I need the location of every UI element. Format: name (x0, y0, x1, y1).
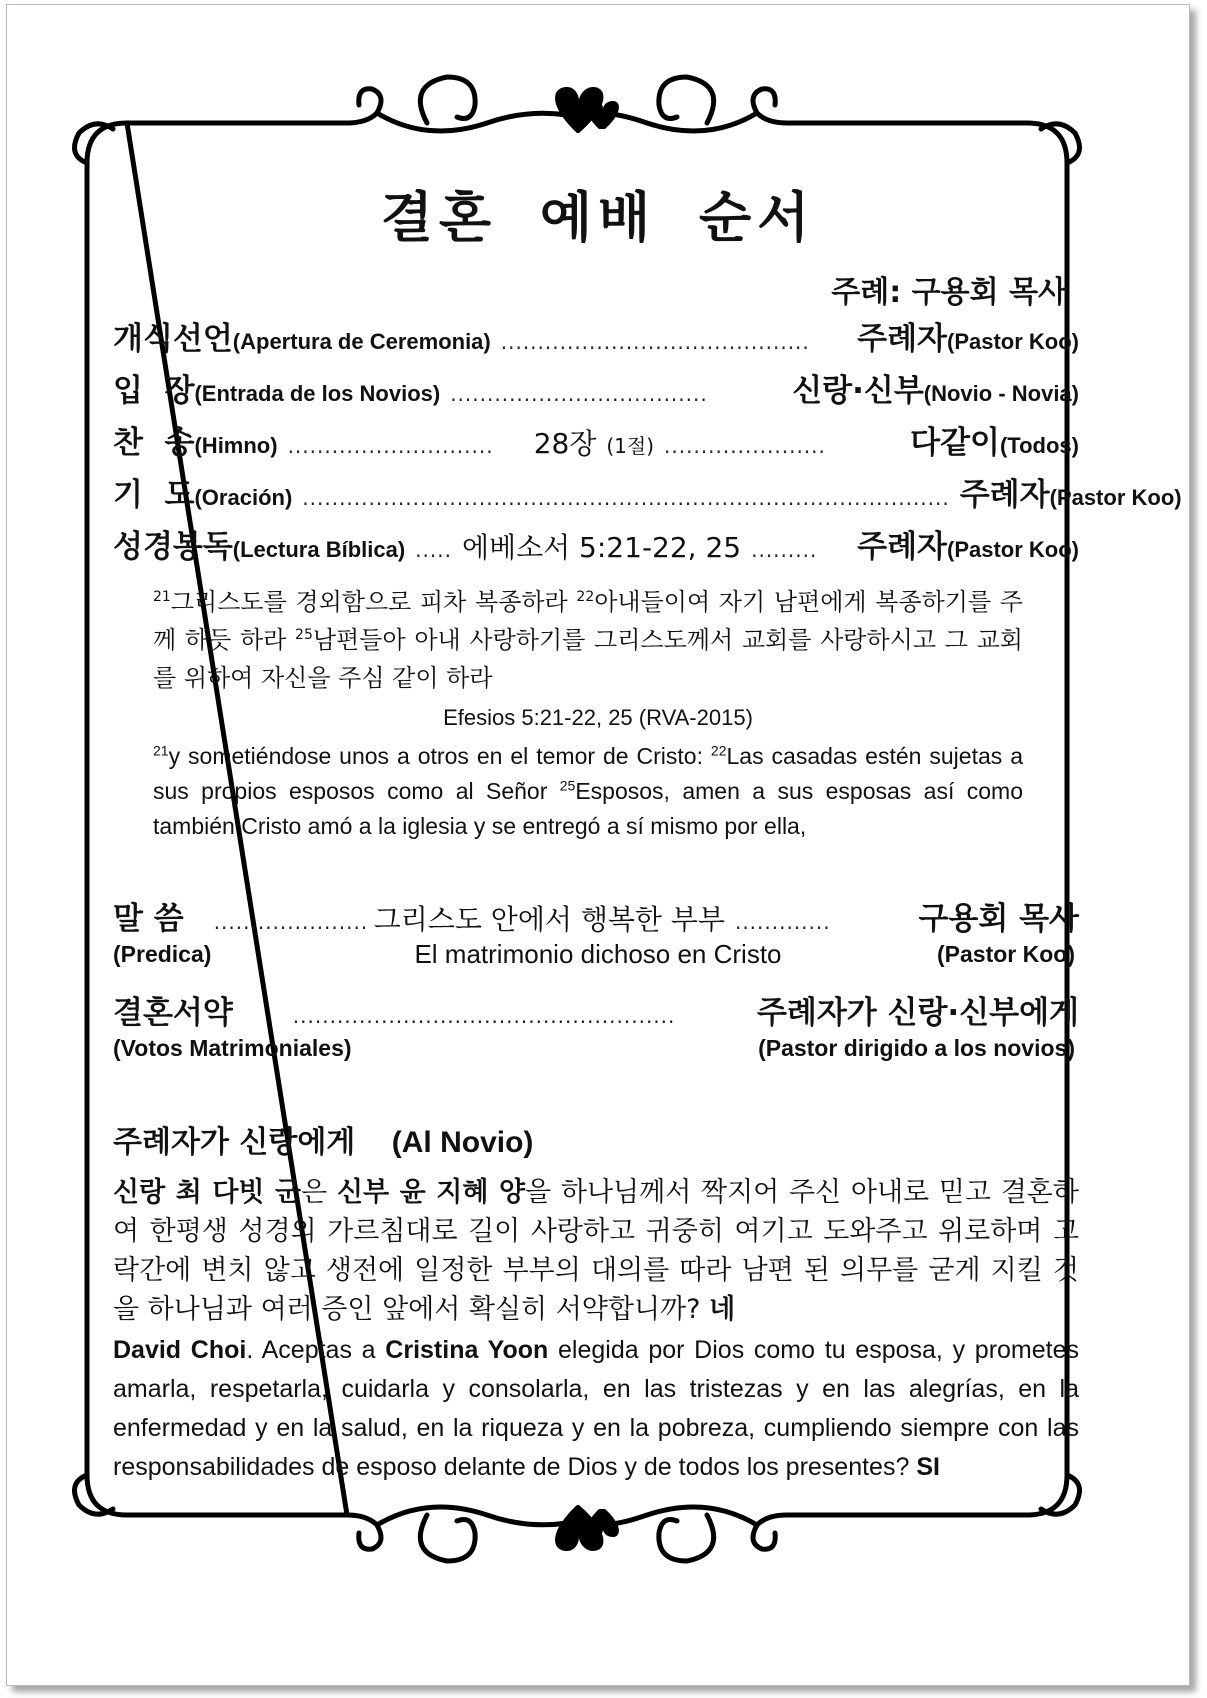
item-right-ko: 신랑·신부 (792, 373, 924, 409)
hymn-number: 28장 (533, 427, 597, 460)
verse-text: Esposos, amen a sus esposas así como también Cristo amó a la iglesia y se entregó a sí mismo por ella, (153, 778, 1023, 839)
item-right-ko: 주례자 (959, 477, 1050, 513)
verse-korean (153, 583, 1023, 697)
vow-question-ko: 을 하나님께서 짝지어 주신 아내로 믿고 결혼하여 한평생 성경의 가르침대로 길이 사랑하고 귀중히 여기고 도와주고 위로하며 고락간에 변치 않고 생전에 일정한 부부의 대의를 따라 남편 된 의무를 굳게 지킬 것을 하나님과 여러 증인 앞에서 확실히 서약합니까? (113, 1177, 1079, 1325)
sermon-label-sp: (Predica) (113, 941, 212, 967)
item-label-ko: 찬 송 (113, 425, 195, 461)
leader-dots: ..... (415, 538, 452, 562)
program-row-prayer (113, 469, 1182, 514)
verse-number: 25 (559, 777, 576, 794)
program-row-vows (113, 987, 1079, 1032)
verse-text: y sometiéndose unos a otros en el temor de Cristo: (168, 743, 711, 769)
vow-question-es: . Aceptas a (246, 1336, 386, 1364)
verse-number: 21 (153, 742, 169, 759)
verse-reference: Efesios 5:21-22, 25 (RVA-2015) (443, 705, 753, 730)
item-label-ko: 말 씀 (113, 901, 184, 937)
item-right-sp: (Pastor Koo) (947, 537, 1079, 562)
bride-name-ko: 신부 윤 지혜 양 (336, 1177, 526, 1208)
item-label-sp: (Entrada de los Novios) (194, 381, 441, 406)
program-row-sermon (113, 893, 1079, 938)
vow-question-es: elegida por Dios como tu esposa, y prometes amarla, respetarla, cuidarla y consolarla, en las tristezas y en las alegrías, en la enfermedad y en la salud, en la riqueza y en la pobreza, cumpliendo siempre con las responsabilidades de esposo delante de Dios y de todos los presentes? (113, 1336, 1080, 1481)
verse-spanish (153, 739, 1023, 844)
item-right-ko: 다같이 (910, 425, 1000, 461)
verse-text: 아내들이여 자기 남편에게 복종하기를 주께 하듯 하라 (153, 588, 1023, 654)
particle: 은 (301, 1177, 337, 1208)
item-label-ko: 입 장 (113, 373, 195, 409)
leader-dots: ...................... (664, 434, 826, 458)
leader-dots: ............................ (287, 434, 494, 458)
item-right-ko: 주례자 (857, 321, 947, 357)
groom-name-ko: 신랑 최 다빗 군 (113, 1177, 302, 1208)
verse-text: 그리스도를 경외함으로 피차 복종하라 (170, 588, 577, 616)
heading-sp: (Al Novio) (391, 1126, 534, 1159)
verse-number: 22 (710, 742, 727, 759)
item-right-sp: (Pastor Koo) (1049, 485, 1182, 510)
item-right-sp: (Novio - Novia) (923, 381, 1079, 406)
vow-answer-es: SI (916, 1453, 940, 1481)
heading-ko: 주례자가 신랑에게 (113, 1125, 356, 1160)
groom-section-heading (113, 1117, 533, 1161)
groom-name-es: David Choi (113, 1336, 247, 1364)
page-title: 결혼 예배 순서 (380, 186, 816, 249)
item-label-sp: (Himno) (194, 433, 278, 458)
bride-name-es: Cristina Yoon (385, 1336, 549, 1364)
sermon-title-es: El matrimonio dichoso en Cristo (414, 939, 782, 969)
groom-vow-spanish (113, 1331, 1079, 1487)
item-right-sp: (Todos) (999, 433, 1079, 458)
leader-dots: ......... (751, 538, 818, 562)
program-row-entrance (113, 365, 1079, 410)
leader-dots: ................................... (450, 382, 708, 406)
groom-vow-korean (113, 1173, 1079, 1329)
verse-text: 남편들아 아내 사랑하기를 그리스도께서 교회를 사랑하시고 그 교회를 위하여 자신을 주심 같이 하라 (153, 626, 1023, 692)
leader-dots: .......................................... (500, 330, 810, 354)
program-row-hymn (113, 417, 1079, 462)
sermon-preacher-sp: (Pastor Koo) (937, 941, 1075, 967)
item-label-ko: 결혼서약 (113, 995, 233, 1031)
leader-dots: ..................... (213, 910, 369, 934)
item-label-ko: 개식선언 (113, 321, 233, 357)
item-label-ko: 기 도 (113, 477, 195, 513)
program-row-opening (113, 313, 1079, 358)
vows-label-sp: (Votos Matrimoniales) (113, 1035, 352, 1061)
scripture-reference: 에베소서 5:21-22, 25 (461, 531, 742, 564)
leader-dots: ............. (734, 910, 831, 934)
sermon-title-ko: 그리스도 안에서 행복한 부부 (373, 903, 725, 936)
sermon-preacher: 구용회 목사 (918, 901, 1079, 937)
leader-dots: ........................................................................................ (302, 486, 950, 510)
item-label-sp: (Oración) (194, 485, 293, 510)
leader-dots: .................................................... (292, 1004, 676, 1028)
vows-right-sp: (Pastor dirigido a los novios) (758, 1035, 1075, 1061)
verse-text: Las casadas estén sujetas a sus propios esposos como al Señor (153, 743, 1023, 804)
document-page (6, 4, 1190, 1686)
verse-number: 25 (295, 627, 313, 643)
vow-answer-ko: 네 (709, 1294, 736, 1325)
officiant-line: 주례: 구용회 목사 (831, 275, 1067, 310)
program-row-reading (113, 521, 1079, 566)
verse-number: 21 (153, 589, 171, 605)
hymn-verse: (1절) (606, 434, 655, 458)
item-label-sp: (Lectura Bíblica) (232, 537, 406, 562)
item-right-ko: 주례자 (857, 529, 947, 565)
item-label-sp: (Apertura de Ceremonia) (232, 329, 491, 354)
item-label-ko: 성경봉독 (113, 529, 233, 565)
item-right-sp: (Pastor Koo) (947, 329, 1079, 354)
verse-number: 22 (576, 589, 595, 605)
item-right-ko: 주례자가 신랑·신부에게 (756, 995, 1079, 1031)
